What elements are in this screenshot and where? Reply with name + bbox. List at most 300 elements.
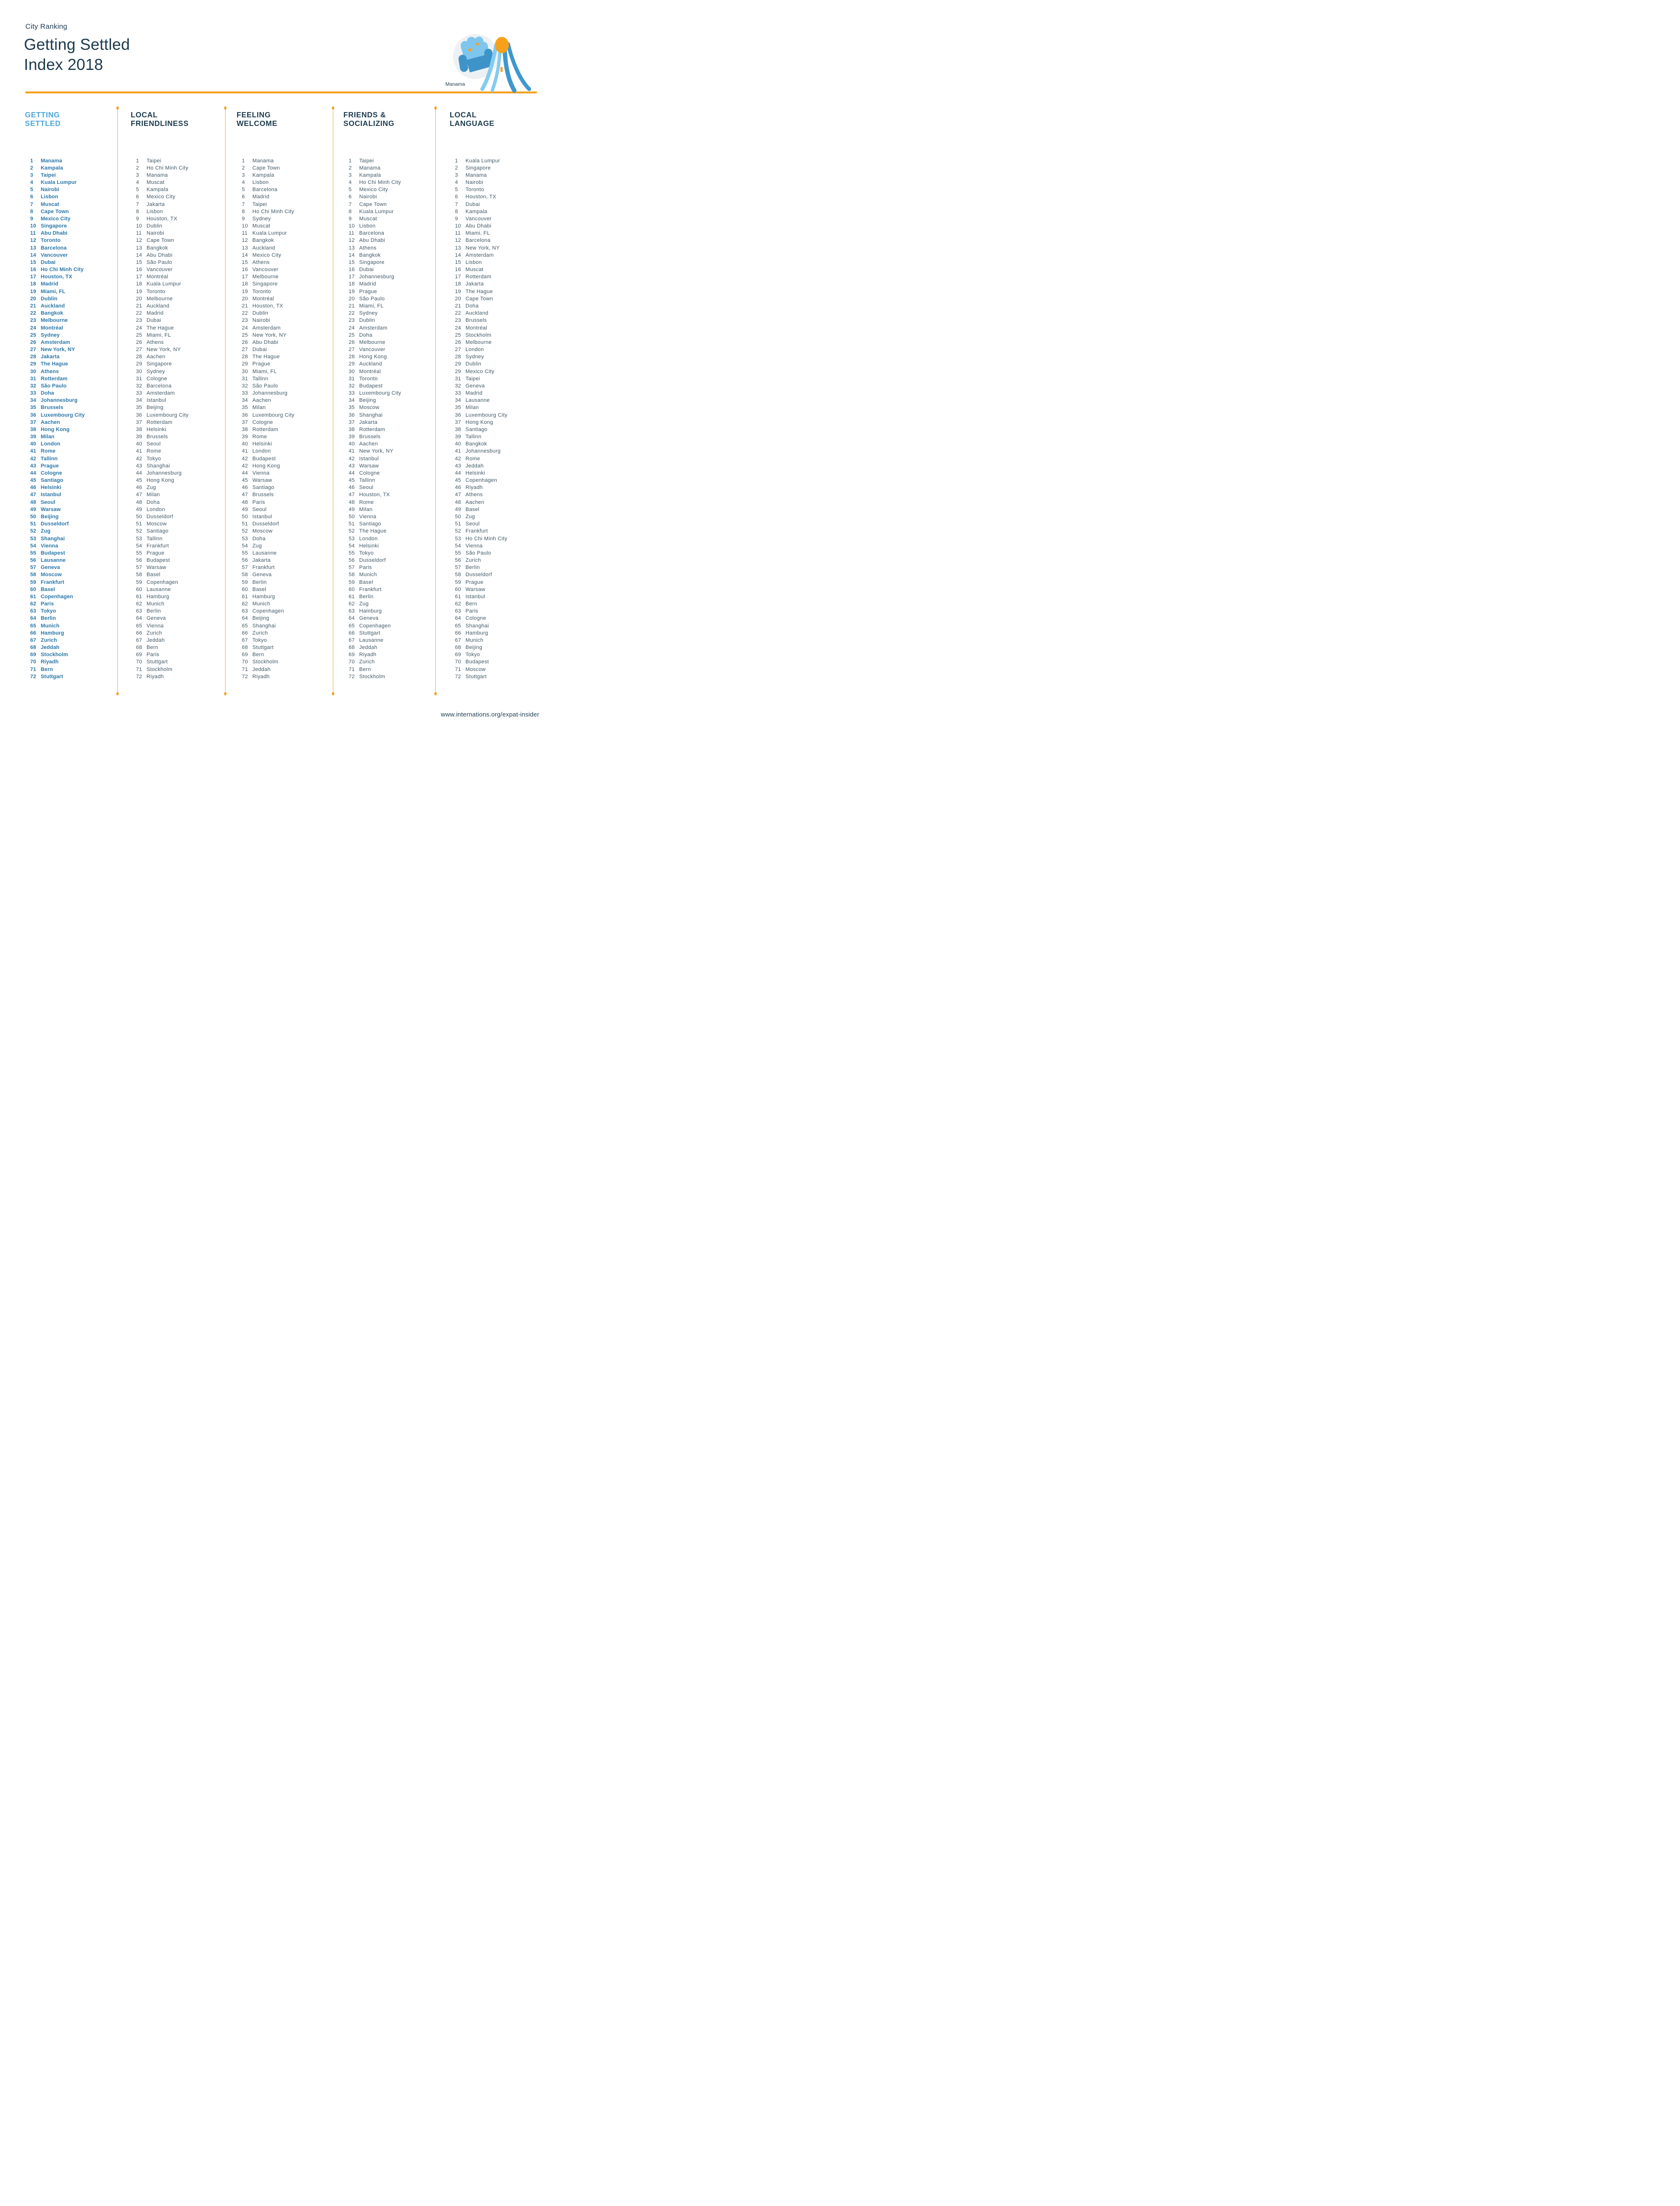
city-name: Athens	[252, 259, 270, 265]
city-name: Jakarta	[147, 201, 165, 207]
ranking-row	[343, 579, 439, 586]
rank-number: 45	[136, 478, 142, 484]
ranking-row	[25, 237, 121, 244]
ranking-row	[25, 564, 121, 571]
city-name: Zug	[252, 543, 262, 549]
ranking-row	[131, 245, 227, 252]
ranking-row	[237, 237, 332, 244]
rank-number: 34	[349, 398, 355, 404]
city-name: Dusseldorf	[147, 513, 173, 520]
rank-number: 49	[136, 506, 142, 512]
ranking-row	[343, 470, 439, 477]
ranking-row	[343, 484, 439, 491]
city-name: Lausanne	[252, 550, 277, 556]
ranking-row	[25, 259, 121, 266]
rank-number: 14	[455, 252, 461, 258]
city-name: Johannesburg	[147, 470, 182, 476]
city-name: Jakarta	[41, 354, 60, 360]
rank-number: 38	[30, 426, 36, 432]
city-name: Rome	[359, 499, 374, 505]
city-name: Zurich	[41, 637, 57, 643]
city-name: Milan	[465, 405, 479, 411]
ranking-row	[450, 397, 545, 404]
rank-number: 62	[242, 601, 248, 607]
rank-number: 40	[455, 441, 461, 447]
rank-number: 8	[136, 208, 139, 215]
rank-number: 12	[242, 238, 248, 244]
rank-number: 41	[242, 448, 248, 455]
rank-number: 19	[136, 288, 142, 295]
rank-number: 13	[455, 245, 461, 251]
rank-number: 25	[455, 332, 461, 338]
rank-number: 46	[455, 485, 461, 491]
ranking-row	[237, 325, 332, 332]
ranking-row	[237, 266, 332, 273]
city-name: São Paulo	[359, 296, 385, 302]
page-title-line1: Getting Settled	[24, 35, 130, 53]
ranking-row	[25, 339, 121, 346]
city-name: Cape Town	[147, 238, 174, 244]
city-name: Athens	[359, 245, 377, 251]
ranking-row	[343, 601, 439, 608]
rank-number: 60	[136, 586, 142, 592]
city-name: Prague	[41, 463, 59, 469]
city-name: Munich	[252, 601, 271, 607]
city-name: London	[359, 535, 378, 542]
city-name: Stockholm	[252, 659, 279, 665]
ranking-row	[237, 463, 332, 470]
ranking-row	[450, 615, 545, 622]
rank-number: 4	[455, 180, 458, 186]
city-name: Stuttgart	[359, 630, 381, 636]
ranking-row	[237, 361, 332, 368]
rank-number: 71	[349, 666, 355, 672]
city-name: Toronto	[359, 375, 378, 382]
ranking-row	[450, 412, 545, 419]
city-name: Frankfurt	[465, 528, 488, 534]
city-name: São Paulo	[465, 550, 491, 556]
ranking-row	[25, 586, 121, 593]
rank-number: 33	[136, 390, 142, 397]
ranking-row	[237, 543, 332, 550]
rank-number: 39	[30, 434, 36, 440]
ranking-row	[131, 390, 227, 397]
city-name: Abu Dhabi	[359, 238, 386, 244]
ranking-row	[450, 630, 545, 637]
city-name: Warsaw	[252, 478, 272, 484]
city-name: Tallinn	[252, 375, 269, 382]
rank-number: 68	[349, 645, 355, 651]
ranking-row	[450, 521, 545, 528]
rank-number: 62	[349, 601, 355, 607]
ranking-row	[25, 230, 121, 237]
rank-number: 56	[242, 557, 248, 564]
rank-number: 67	[30, 637, 36, 643]
rank-number: 31	[30, 375, 36, 382]
ranking-row	[237, 608, 332, 615]
rank-number: 23	[349, 318, 355, 324]
rank-number: 67	[349, 637, 355, 643]
city-name: Brussels	[41, 405, 64, 411]
ranking-row	[343, 208, 439, 216]
rank-number: 26	[349, 339, 355, 345]
city-name: Luxembourg City	[465, 412, 508, 418]
ranking-row	[450, 179, 545, 186]
ranking-row	[343, 303, 439, 310]
city-name: Luxembourg City	[41, 412, 85, 418]
city-name: Bern	[41, 666, 53, 672]
ranking-row	[237, 579, 332, 586]
rank-number: 59	[136, 579, 142, 585]
rank-number: 32	[455, 383, 461, 389]
city-name: Amsterdam	[41, 339, 70, 345]
city-name: Riyadh	[359, 652, 377, 658]
ranking-row	[343, 521, 439, 528]
ranking-row	[450, 404, 545, 411]
rank-number: 71	[30, 666, 36, 672]
ranking-row	[450, 303, 545, 310]
ranking-row	[25, 455, 121, 463]
city-name: Dublin	[147, 223, 162, 229]
city-name: Manama	[41, 158, 62, 164]
ranking-row	[237, 390, 332, 397]
rank-number: 41	[349, 448, 355, 455]
rank-number: 19	[349, 288, 355, 295]
ranking-row	[237, 630, 332, 637]
rank-number: 11	[136, 230, 142, 237]
city-name: Tokyo	[147, 455, 161, 462]
city-name: Dusseldorf	[41, 521, 69, 527]
rank-number: 15	[455, 259, 461, 265]
ranking-row	[131, 375, 227, 383]
city-name: Montréal	[465, 325, 488, 331]
rank-number: 21	[30, 303, 36, 309]
ranking-row	[25, 245, 121, 252]
rank-number: 46	[30, 485, 36, 491]
rank-number: 50	[30, 513, 36, 520]
ranking-row	[25, 397, 121, 404]
ranking-row	[343, 201, 439, 208]
city-name: Mexico City	[252, 252, 282, 258]
ranking-row	[131, 484, 227, 491]
city-name: Cape Town	[465, 296, 493, 302]
city-name: Dublin	[252, 310, 268, 317]
rank-number: 2	[242, 165, 245, 171]
rank-number: 30	[242, 368, 248, 375]
ranking-row	[343, 637, 439, 644]
city-name: Abu Dhabi	[41, 230, 68, 237]
city-name: Doha	[147, 499, 160, 505]
ranking-row	[450, 332, 545, 339]
ranking-row	[450, 499, 545, 506]
rank-number: 37	[455, 419, 461, 425]
city-name: Dublin	[41, 296, 57, 302]
city-name: Lisbon	[41, 194, 58, 200]
city-name: Riyadh	[465, 485, 483, 491]
rank-number: 33	[349, 390, 355, 397]
rank-number: 69	[349, 652, 355, 658]
column-header-line1: FEELING	[237, 111, 271, 119]
ranking-row	[237, 186, 332, 193]
ranking-row	[450, 252, 545, 259]
ranking-row	[131, 361, 227, 368]
ranking-row	[25, 651, 121, 659]
city-name: Houston, TX	[41, 274, 72, 280]
ranking-row	[343, 455, 439, 463]
city-name: Geneva	[465, 383, 485, 389]
city-name: Doha	[41, 390, 54, 397]
column-separator	[225, 110, 226, 692]
rank-number: 10	[242, 223, 248, 229]
ranking-row	[25, 543, 121, 550]
ranking-row	[237, 615, 332, 622]
ranking-row	[131, 296, 227, 303]
city-name: Miami, FL	[147, 332, 171, 338]
city-name: Singapore	[465, 165, 491, 171]
city-name: Hong Kong	[359, 354, 387, 360]
ranking-row	[237, 310, 332, 317]
city-name: Stuttgart	[465, 673, 487, 680]
city-name: Munich	[465, 637, 484, 643]
rank-number: 48	[136, 499, 142, 505]
city-name: Vancouver	[41, 252, 68, 258]
city-name: New York, NY	[465, 245, 500, 251]
rank-number: 67	[455, 637, 461, 643]
ranking-row	[25, 216, 121, 223]
ranking-row	[237, 637, 332, 644]
city-name: Toronto	[41, 238, 61, 244]
city-name: Rotterdam	[147, 419, 173, 425]
city-name: Lisbon	[359, 223, 376, 229]
city-name: Madrid	[252, 194, 270, 200]
ranking-row	[237, 317, 332, 324]
city-name: Frankfurt	[147, 543, 169, 549]
ranking-row	[343, 499, 439, 506]
rank-number: 26	[30, 339, 36, 345]
ranking-row	[25, 528, 121, 535]
rank-number: 38	[349, 426, 355, 432]
rank-number: 56	[455, 557, 461, 564]
city-name: Vienna	[147, 623, 164, 629]
column-separator	[117, 110, 118, 692]
ranking-row	[343, 557, 439, 564]
city-name: Miami, FL	[252, 368, 277, 375]
ranking-row	[450, 463, 545, 470]
rank-number: 32	[136, 383, 142, 389]
city-name: Muscat	[252, 223, 271, 229]
city-name: Istanbul	[252, 513, 272, 520]
city-name: Beijing	[465, 645, 483, 651]
ranking-row	[237, 571, 332, 579]
rank-number: 39	[242, 434, 248, 440]
rank-number: 60	[242, 586, 248, 592]
rank-number: 51	[242, 521, 248, 527]
ranking-row	[450, 339, 545, 346]
ranking-row	[343, 608, 439, 615]
rank-number: 47	[30, 492, 36, 498]
rank-number: 42	[242, 463, 248, 469]
rank-number: 22	[242, 310, 248, 317]
ranking-row	[450, 353, 545, 361]
rank-number: 34	[242, 398, 248, 404]
ranking-row	[237, 448, 332, 455]
city-name: Zug	[41, 528, 51, 534]
ranking-row	[343, 535, 439, 543]
city-name: Cape Town	[41, 208, 69, 215]
city-name: Taipei	[41, 172, 56, 178]
city-name: São Paulo	[41, 383, 67, 389]
ranking-row	[450, 361, 545, 368]
rank-number: 42	[30, 455, 36, 462]
ranking-row	[131, 273, 227, 281]
rank-number: 15	[136, 259, 142, 265]
rank-number: 46	[242, 485, 248, 491]
ranking-row	[131, 332, 227, 339]
city-name: Munich	[147, 601, 165, 607]
rank-number: 19	[242, 288, 248, 295]
ranking-row	[237, 586, 332, 593]
rank-number: 44	[455, 470, 461, 476]
rank-number: 10	[136, 223, 142, 229]
column-header-line2: WELCOME	[237, 120, 278, 128]
rank-number: 2	[455, 165, 458, 171]
rank-number: 6	[349, 194, 352, 200]
city-name: Abu Dhabi	[252, 339, 279, 345]
rank-number: 61	[30, 593, 36, 600]
rank-number: 5	[242, 187, 245, 193]
ranking-row	[343, 571, 439, 579]
city-name: Muscat	[465, 267, 484, 273]
rank-number: 17	[242, 274, 248, 280]
city-name: Vancouver	[147, 267, 173, 273]
city-name: Copenhagen	[147, 579, 179, 585]
rank-number: 32	[242, 383, 248, 389]
rank-number: 52	[136, 528, 142, 534]
city-name: Helsinki	[359, 543, 379, 549]
ranking-row	[25, 158, 121, 165]
city-name: Aachen	[252, 398, 272, 404]
city-name: Frankfurt	[359, 586, 382, 592]
rank-number: 72	[242, 673, 248, 680]
rank-number: 42	[455, 455, 461, 462]
ranking-row	[131, 491, 227, 499]
city-name: Barcelona	[252, 187, 278, 193]
city-name: Singapore	[252, 281, 278, 287]
city-name: Paris	[359, 565, 372, 571]
rank-number: 24	[455, 325, 461, 331]
rank-number: 27	[242, 347, 248, 353]
ranking-row	[450, 571, 545, 579]
rank-number: 31	[136, 375, 142, 382]
ranking-row	[343, 463, 439, 470]
city-name: Milan	[41, 434, 55, 440]
city-name: Manama	[147, 172, 168, 178]
ranking-row	[131, 513, 227, 521]
ranking-row	[237, 158, 332, 165]
ranking-row	[25, 644, 121, 651]
rank-number: 2	[30, 165, 34, 171]
ranking-row	[450, 208, 545, 216]
ranking-row	[343, 296, 439, 303]
ranking-row	[343, 593, 439, 601]
city-name: Santiago	[41, 478, 64, 484]
rank-number: 56	[349, 557, 355, 564]
rank-number: 66	[349, 630, 355, 636]
city-name: Santiago	[465, 426, 488, 432]
rank-number: 66	[242, 630, 248, 636]
city-name: Seoul	[359, 485, 374, 491]
ranking-row	[343, 186, 439, 193]
ranking-row	[25, 404, 121, 411]
ranking-row	[25, 615, 121, 622]
rank-number: 24	[30, 325, 36, 331]
city-name: Barcelona	[465, 238, 491, 244]
ranking-row	[343, 230, 439, 237]
rank-number: 55	[242, 550, 248, 556]
city-name: Warsaw	[359, 463, 379, 469]
rank-number: 4	[30, 180, 34, 186]
rank-number: 19	[455, 288, 461, 295]
ranking-row	[237, 521, 332, 528]
city-name: Manama	[359, 165, 381, 171]
rank-number: 68	[30, 645, 36, 651]
ranking-row	[131, 499, 227, 506]
ranking-row	[450, 375, 545, 383]
ranking-row	[131, 310, 227, 317]
rank-number: 56	[30, 557, 36, 564]
city-name: New York, NY	[252, 332, 287, 338]
rank-number: 20	[455, 296, 461, 302]
city-name: Jeddah	[465, 463, 484, 469]
ranking-row	[343, 615, 439, 622]
ranking-row	[131, 303, 227, 310]
city-name: Vancouver	[465, 216, 492, 222]
city-name: Ho Chi Minh City	[359, 180, 401, 186]
city-name: Hamburg	[252, 593, 275, 600]
city-name: Hong Kong	[252, 463, 280, 469]
ranking-row	[343, 528, 439, 535]
ranking-row	[237, 644, 332, 651]
city-name: Paris	[252, 499, 265, 505]
rank-number: 5	[455, 187, 458, 193]
rank-number: 13	[242, 245, 248, 251]
rank-number: 11	[30, 230, 36, 237]
footer-url: www.internations.org/expat-insider	[441, 711, 539, 718]
city-name: Hong Kong	[41, 426, 70, 432]
city-name: Shanghai	[252, 623, 276, 629]
rank-number: 12	[455, 238, 461, 244]
ranking-row	[25, 426, 121, 433]
rank-number: 44	[30, 470, 36, 476]
rank-number: 56	[136, 557, 142, 564]
logo-caption: Manama	[445, 81, 465, 87]
city-name: Ho Chi Minh City	[465, 535, 508, 542]
ranking-row	[450, 535, 545, 543]
ranking-row	[25, 433, 121, 441]
ranking-column-getting-settled	[25, 111, 121, 681]
ranking-row	[343, 586, 439, 593]
rank-number: 14	[242, 252, 248, 258]
ranking-row	[450, 368, 545, 375]
ranking-row	[450, 448, 545, 455]
rank-number: 28	[30, 354, 36, 360]
rank-number: 36	[455, 412, 461, 418]
city-name: Beijing	[359, 398, 376, 404]
city-name: Auckland	[41, 303, 65, 309]
rank-number: 58	[136, 572, 142, 578]
city-name: Istanbul	[359, 455, 379, 462]
ranking-row	[131, 208, 227, 216]
